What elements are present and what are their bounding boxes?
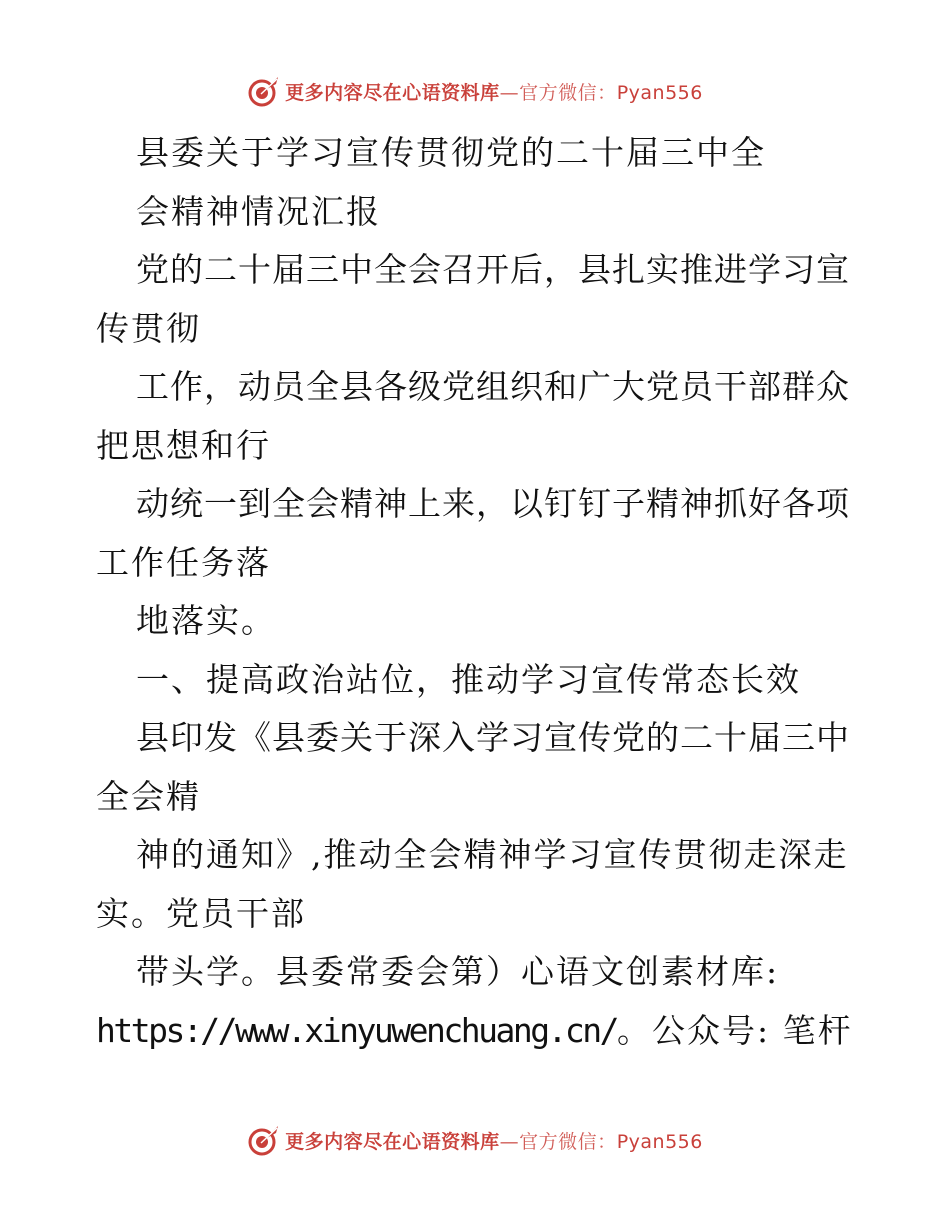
quill-logo-icon: [247, 1123, 281, 1157]
watermark-main: 更多内容尽在心语资料库: [285, 81, 500, 104]
watermark-header: [0, 71, 950, 111]
url-line-tail: 。公众号: 笔杆: [617, 1010, 853, 1050]
section-heading: 一、提高政治站位，推动学习宣传常态长效: [136, 659, 801, 699]
text-line: 县委关于学习宣传贯彻党的二十届三中全: [136, 133, 766, 172]
text-line: 工作任务落: [96, 542, 271, 582]
watermark-text: [285, 1127, 703, 1154]
watermark-main: 更多内容尽在心语资料库: [285, 1130, 500, 1153]
text-line: 实。党员干部: [96, 893, 306, 933]
text-line: 全会精: [96, 776, 201, 816]
text-line: 神的通知》,推动全会精神学习宣传贯彻走深走: [136, 835, 849, 874]
website-link[interactable]: https://www.xinyuwenchuang.cn/: [96, 1010, 618, 1050]
text-line: 工作，动员全县各级党组织和广大党员干部群众: [136, 367, 850, 406]
watermark-contact: Pyan556: [616, 81, 703, 104]
text-line: 把思想和行: [96, 425, 271, 465]
text-line: 带头学。县委常委会第）心语文创素材库:: [136, 952, 780, 991]
watermark-contact: Pyan556: [616, 1130, 703, 1153]
text-line: 动统一到全会精神上来，以钉钉子精神抓好各项: [136, 484, 850, 523]
text-line: 会精神情况汇报: [136, 191, 381, 231]
quill-logo-icon: [247, 74, 281, 108]
watermark-footer: [0, 1120, 950, 1160]
text-line: 传贯彻: [96, 308, 201, 348]
watermark-separator: —官方微信：: [499, 1130, 617, 1153]
watermark-separator: —官方微信：: [499, 81, 617, 104]
text-line: 党的二十届三中全会召开后，县扎实推进学习宣: [136, 250, 850, 289]
text-line: 县印发《县委关于深入学习宣传党的二十届三中: [136, 718, 850, 757]
watermark-text: [285, 78, 703, 105]
document-body: [96, 124, 856, 1060]
url-line: [96, 1002, 856, 1061]
text-line: 地落实。: [136, 601, 276, 640]
